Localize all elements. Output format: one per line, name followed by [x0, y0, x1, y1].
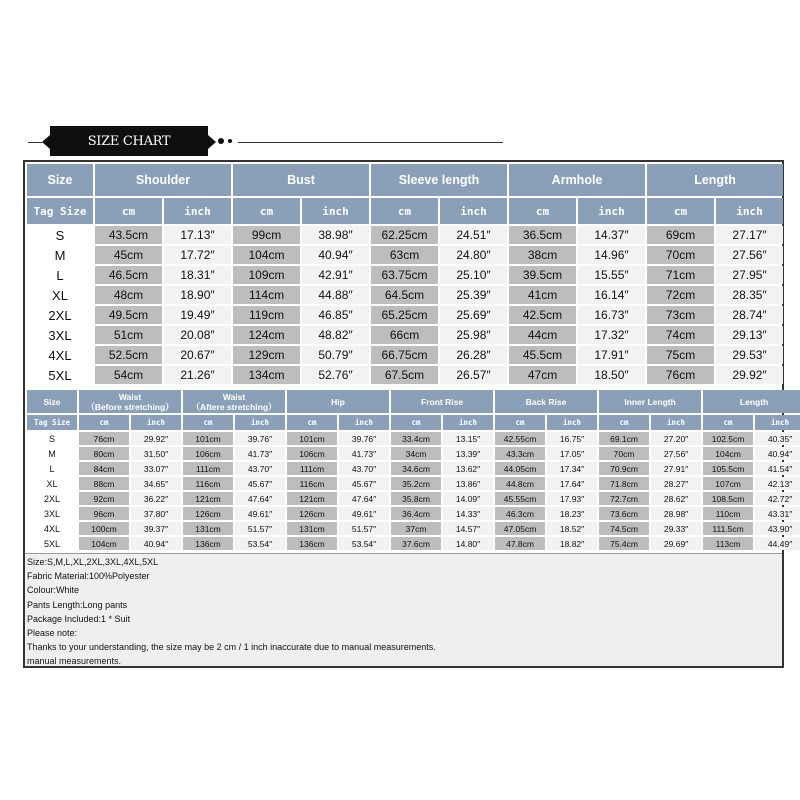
- column-header: [495, 390, 597, 413]
- inch-value-cell: 46.85″: [302, 306, 369, 324]
- cm-value-cell: 104cm: [79, 537, 129, 550]
- cm-value-cell: 129cm: [233, 346, 300, 364]
- inch-value-cell: 27.20″: [651, 432, 701, 445]
- column-header-title: Inner Length: [624, 396, 676, 407]
- column-header-title: Size: [43, 396, 61, 407]
- cm-value-cell: 84cm: [79, 462, 129, 475]
- inch-value-cell: 21.26″: [164, 366, 231, 384]
- size-cell: S: [27, 226, 93, 244]
- cm-value-cell: 74cm: [647, 326, 714, 344]
- size-cell: XL: [27, 286, 93, 304]
- header-row: [27, 390, 800, 413]
- tag-size-label: Tag Size: [27, 198, 93, 224]
- inch-value-cell: 17.32″: [578, 326, 645, 344]
- cm-value-cell: 71.8cm: [599, 477, 649, 490]
- cm-value-cell: 33.4cm: [391, 432, 441, 445]
- unit-inch-label: inch: [131, 415, 181, 430]
- inch-value-cell: 25.69″: [440, 306, 507, 324]
- inch-value-cell: 27.56″: [716, 246, 783, 264]
- cm-value-cell: 101cm: [183, 432, 233, 445]
- inch-value-cell: 17.34″: [547, 462, 597, 475]
- cm-value-cell: 76cm: [647, 366, 714, 384]
- size-cell: 5XL: [27, 537, 77, 550]
- cm-value-cell: 70.9cm: [599, 462, 649, 475]
- cm-value-cell: 75cm: [647, 346, 714, 364]
- unit-inch-label: inch: [443, 415, 493, 430]
- cm-value-cell: 102.5cm: [703, 432, 753, 445]
- header-row: [27, 164, 783, 196]
- cm-value-cell: 47cm: [509, 366, 576, 384]
- table-row: [27, 447, 800, 460]
- note-line: Package Included:1 * Suit: [27, 613, 131, 624]
- inch-value-cell: 51.57″: [235, 522, 285, 535]
- size-cell: 3XL: [27, 507, 77, 520]
- inch-value-cell: 50.79″: [302, 346, 369, 364]
- inch-value-cell: 18.52″: [547, 522, 597, 535]
- cm-value-cell: 46.5cm: [95, 266, 162, 284]
- inch-value-cell: 36.22″: [131, 492, 181, 505]
- cm-value-cell: 104cm: [703, 447, 753, 460]
- cm-value-cell: 70cm: [599, 447, 649, 460]
- inch-value-cell: 42.13″: [755, 477, 800, 490]
- cm-value-cell: 106cm: [183, 447, 233, 460]
- unit-inch-label: inch: [547, 415, 597, 430]
- column-header: [27, 390, 77, 413]
- banner-dot-small-icon: [228, 139, 232, 143]
- bottom-size-table: [25, 388, 800, 552]
- inch-value-cell: 17.05″: [547, 447, 597, 460]
- column-header-title: Back Rise: [525, 396, 567, 407]
- cm-value-cell: 131cm: [287, 522, 337, 535]
- inch-value-cell: 20.67″: [164, 346, 231, 364]
- inch-value-cell: 17.93″: [547, 492, 597, 505]
- product-notes: [25, 553, 782, 666]
- size-cell: L: [27, 462, 77, 475]
- unit-inch-label: inch: [716, 198, 783, 224]
- size-cell: 5XL: [27, 366, 93, 384]
- inch-value-cell: 15.55″: [578, 266, 645, 284]
- cm-value-cell: 38cm: [509, 246, 576, 264]
- banner-title: SIZE CHART: [50, 126, 208, 156]
- unit-cm-label: cm: [233, 198, 300, 224]
- inch-value-cell: 40.35″: [755, 432, 800, 445]
- inch-value-cell: 38.98″: [302, 226, 369, 244]
- cm-value-cell: 126cm: [287, 507, 337, 520]
- note-line: Pants Length:Long pants: [27, 599, 128, 610]
- cm-value-cell: 126cm: [183, 507, 233, 520]
- unit-row: [27, 415, 800, 430]
- table-row: [27, 306, 783, 324]
- inch-value-cell: 16.14″: [578, 286, 645, 304]
- inch-value-cell: 53.54″: [235, 537, 285, 550]
- inch-value-cell: 26.28″: [440, 346, 507, 364]
- cm-value-cell: 44.05cm: [495, 462, 545, 475]
- inch-value-cell: 45.67″: [339, 477, 389, 490]
- cm-value-cell: 67.5cm: [371, 366, 438, 384]
- cm-value-cell: 76cm: [79, 432, 129, 445]
- cm-value-cell: 45.55cm: [495, 492, 545, 505]
- cm-value-cell: 114cm: [233, 286, 300, 304]
- inch-value-cell: 14.09″: [443, 492, 493, 505]
- cm-value-cell: 54cm: [95, 366, 162, 384]
- inch-value-cell: 51.57″: [339, 522, 389, 535]
- unit-row: [27, 198, 783, 224]
- cm-value-cell: 96cm: [79, 507, 129, 520]
- inch-value-cell: 13.15″: [443, 432, 493, 445]
- cm-value-cell: 47.8cm: [495, 537, 545, 550]
- inch-value-cell: 29.92″: [131, 432, 181, 445]
- cm-value-cell: 37cm: [391, 522, 441, 535]
- column-header: [287, 390, 389, 413]
- cm-value-cell: 45cm: [95, 246, 162, 264]
- cm-value-cell: 105.5cm: [703, 462, 753, 475]
- inch-value-cell: 41.73″: [235, 447, 285, 460]
- inch-value-cell: 18.23″: [547, 507, 597, 520]
- inch-value-cell: 24.51″: [440, 226, 507, 244]
- tag-size-label: Tag Size: [27, 415, 77, 430]
- inch-value-cell: 13.39″: [443, 447, 493, 460]
- cm-value-cell: 116cm: [183, 477, 233, 490]
- inch-value-cell: 28.98″: [651, 507, 701, 520]
- column-header-title: Waist: [118, 391, 142, 402]
- table-row: [27, 507, 800, 520]
- cm-value-cell: 42.5cm: [509, 306, 576, 324]
- note-line: Please note:: [27, 628, 78, 639]
- unit-cm-label: cm: [703, 415, 753, 430]
- inch-value-cell: 43.70″: [235, 462, 285, 475]
- cm-value-cell: 116cm: [287, 477, 337, 490]
- cm-value-cell: 43.5cm: [95, 226, 162, 244]
- banner-arrow-right-icon: [208, 135, 216, 149]
- inch-value-cell: 34.65″: [131, 477, 181, 490]
- unit-cm-label: cm: [495, 415, 545, 430]
- unit-cm-label: cm: [183, 415, 233, 430]
- cm-value-cell: 63cm: [371, 246, 438, 264]
- cm-value-cell: 71cm: [647, 266, 714, 284]
- size-cell: L: [27, 266, 93, 284]
- cm-value-cell: 108.5cm: [703, 492, 753, 505]
- size-chart-box: [23, 160, 793, 668]
- unit-cm-label: cm: [391, 415, 441, 430]
- inch-value-cell: 20.08″: [164, 326, 231, 344]
- column-header: [79, 390, 181, 413]
- cm-value-cell: 111.5cm: [703, 522, 753, 535]
- cm-value-cell: 74.5cm: [599, 522, 649, 535]
- cm-value-cell: 39.5cm: [509, 266, 576, 284]
- size-cell: 3XL: [27, 326, 93, 344]
- cm-value-cell: 136cm: [287, 537, 337, 550]
- unit-cm-label: cm: [599, 415, 649, 430]
- table-row: [27, 346, 783, 364]
- cm-value-cell: 92cm: [79, 492, 129, 505]
- inch-value-cell: 25.39″: [440, 286, 507, 304]
- table-row: [27, 432, 800, 445]
- inch-value-cell: 18.90″: [164, 286, 231, 304]
- inch-value-cell: 53.54″: [339, 537, 389, 550]
- unit-inch-label: inch: [755, 415, 800, 430]
- unit-inch-label: inch: [164, 198, 231, 224]
- banner-rule-left: [28, 142, 42, 143]
- cm-value-cell: 80cm: [79, 447, 129, 460]
- cm-value-cell: 111cm: [183, 462, 233, 475]
- inch-value-cell: 47.64″: [235, 492, 285, 505]
- column-header: Sleeve length: [371, 164, 507, 196]
- top-size-table: [25, 162, 785, 386]
- cm-value-cell: 35.2cm: [391, 477, 441, 490]
- unit-cm-label: cm: [287, 415, 337, 430]
- inch-value-cell: 44.49″: [755, 537, 800, 550]
- inch-value-cell: 43.31″: [755, 507, 800, 520]
- cm-value-cell: 104cm: [233, 246, 300, 264]
- table-row: [27, 266, 783, 284]
- column-header: Shoulder: [95, 164, 231, 196]
- inch-value-cell: 45.67″: [235, 477, 285, 490]
- inch-value-cell: 14.33″: [443, 507, 493, 520]
- cm-value-cell: 70cm: [647, 246, 714, 264]
- cm-value-cell: 69.1cm: [599, 432, 649, 445]
- note-line: Thanks to your understanding, the size may be 2 cm / 1 inch inaccurate due to manual measurements.: [27, 642, 436, 653]
- cm-value-cell: 88cm: [79, 477, 129, 490]
- cm-value-cell: 121cm: [287, 492, 337, 505]
- cm-value-cell: 124cm: [233, 326, 300, 344]
- banner-arrow-left-icon: [42, 135, 50, 149]
- unit-inch-label: inch: [302, 198, 369, 224]
- table-row: [27, 522, 800, 535]
- column-header-subtitle: （Before stretching）: [86, 401, 174, 412]
- cm-value-cell: 72cm: [647, 286, 714, 304]
- cm-value-cell: 69cm: [647, 226, 714, 244]
- inch-value-cell: 39.76″: [339, 432, 389, 445]
- column-header-subtitle: （Aftere stretching）: [191, 401, 277, 412]
- inch-value-cell: 25.10″: [440, 266, 507, 284]
- cm-value-cell: 113cm: [703, 537, 753, 550]
- inch-value-cell: 29.92″: [716, 366, 783, 384]
- size-cell: M: [27, 246, 93, 264]
- inch-value-cell: 26.57″: [440, 366, 507, 384]
- unit-cm-label: cm: [509, 198, 576, 224]
- unit-cm-label: cm: [647, 198, 714, 224]
- inch-value-cell: 28.74″: [716, 306, 783, 324]
- inch-value-cell: 31.50″: [131, 447, 181, 460]
- column-header: [391, 390, 493, 413]
- cm-value-cell: 42.55cm: [495, 432, 545, 445]
- inch-value-cell: 13.62″: [443, 462, 493, 475]
- cm-value-cell: 109cm: [233, 266, 300, 284]
- unit-cm-label: cm: [371, 198, 438, 224]
- table-row: [27, 537, 800, 550]
- cm-value-cell: 101cm: [287, 432, 337, 445]
- inch-value-cell: 24.80″: [440, 246, 507, 264]
- inch-value-cell: 28.62″: [651, 492, 701, 505]
- cm-value-cell: 49.5cm: [95, 306, 162, 324]
- column-header: Size: [27, 164, 93, 196]
- size-cell: 4XL: [27, 522, 77, 535]
- cm-value-cell: 66.75cm: [371, 346, 438, 364]
- inch-value-cell: 27.17″: [716, 226, 783, 244]
- unit-cm-label: cm: [95, 198, 162, 224]
- cm-value-cell: 36.4cm: [391, 507, 441, 520]
- inch-value-cell: 17.91″: [578, 346, 645, 364]
- inch-value-cell: 16.75″: [547, 432, 597, 445]
- inch-value-cell: 29.13″: [716, 326, 783, 344]
- cm-value-cell: 44.8cm: [495, 477, 545, 490]
- cm-value-cell: 134cm: [233, 366, 300, 384]
- inch-value-cell: 25.98″: [440, 326, 507, 344]
- unit-inch-label: inch: [235, 415, 285, 430]
- size-cell: 2XL: [27, 306, 93, 324]
- cm-value-cell: 35.8cm: [391, 492, 441, 505]
- cm-value-cell: 46.3cm: [495, 507, 545, 520]
- column-header-title: Hip: [331, 396, 345, 407]
- unit-inch-label: inch: [578, 198, 645, 224]
- inch-value-cell: 17.64″: [547, 477, 597, 490]
- note-line: Fabric Material:100%Polyester: [27, 571, 150, 582]
- cm-value-cell: 62.25cm: [371, 226, 438, 244]
- inch-value-cell: 18.31″: [164, 266, 231, 284]
- banner-rule-right: [238, 142, 503, 143]
- cm-value-cell: 51cm: [95, 326, 162, 344]
- cm-value-cell: 52.5cm: [95, 346, 162, 364]
- inch-value-cell: 39.76″: [235, 432, 285, 445]
- inch-value-cell: 49.61″: [339, 507, 389, 520]
- inch-value-cell: 17.72″: [164, 246, 231, 264]
- cm-value-cell: 72.7cm: [599, 492, 649, 505]
- note-line: Colour:White: [27, 585, 80, 596]
- column-header: Length: [647, 164, 783, 196]
- cm-value-cell: 99cm: [233, 226, 300, 244]
- inch-value-cell: 40.94″: [302, 246, 369, 264]
- inch-value-cell: 27.91″: [651, 462, 701, 475]
- column-header-title: Waist: [222, 391, 246, 402]
- table-row: [27, 286, 783, 304]
- column-header-title: Front Rise: [421, 396, 464, 407]
- size-cell: XL: [27, 477, 77, 490]
- inch-value-cell: 28.27″: [651, 477, 701, 490]
- inch-value-cell: 29.69″: [651, 537, 701, 550]
- banner-dot-icon: [218, 138, 224, 144]
- unit-inch-label: inch: [651, 415, 701, 430]
- cm-value-cell: 111cm: [287, 462, 337, 475]
- cm-value-cell: 44cm: [509, 326, 576, 344]
- inch-value-cell: 37.80″: [131, 507, 181, 520]
- column-header: Armhole: [509, 164, 645, 196]
- column-header: [599, 390, 701, 413]
- size-cell: 2XL: [27, 492, 77, 505]
- table-row: [27, 462, 800, 475]
- cm-value-cell: 100cm: [79, 522, 129, 535]
- cm-value-cell: 110cm: [703, 507, 753, 520]
- table-row: [27, 477, 800, 490]
- cm-value-cell: 136cm: [183, 537, 233, 550]
- inch-value-cell: 43.70″: [339, 462, 389, 475]
- cm-value-cell: 34.6cm: [391, 462, 441, 475]
- inch-value-cell: 39.37″: [131, 522, 181, 535]
- inch-value-cell: 49.61″: [235, 507, 285, 520]
- table-row: [27, 326, 783, 344]
- inch-value-cell: 33.07″: [131, 462, 181, 475]
- column-header: [183, 390, 285, 413]
- column-header-title: Length: [739, 396, 769, 407]
- inch-value-cell: 42.72″: [755, 492, 800, 505]
- size-cell: 4XL: [27, 346, 93, 364]
- inch-value-cell: 40.94″: [755, 447, 800, 460]
- inch-value-cell: 42.91″: [302, 266, 369, 284]
- cm-value-cell: 119cm: [233, 306, 300, 324]
- inch-value-cell: 13.86″: [443, 477, 493, 490]
- inch-value-cell: 16.73″: [578, 306, 645, 324]
- cm-value-cell: 34cm: [391, 447, 441, 460]
- cm-value-cell: 48cm: [95, 286, 162, 304]
- column-header: Bust: [233, 164, 369, 196]
- table-row: [27, 246, 783, 264]
- inch-value-cell: 27.56″: [651, 447, 701, 460]
- table-row: [27, 226, 783, 244]
- unit-inch-label: inch: [339, 415, 389, 430]
- inch-value-cell: 40.94″: [131, 537, 181, 550]
- inch-value-cell: 28.35″: [716, 286, 783, 304]
- inch-value-cell: 14.96″: [578, 246, 645, 264]
- cm-value-cell: 63.75cm: [371, 266, 438, 284]
- inch-value-cell: 47.64″: [339, 492, 389, 505]
- cm-value-cell: 37.6cm: [391, 537, 441, 550]
- cm-value-cell: 43.3cm: [495, 447, 545, 460]
- inch-value-cell: 41.54″: [755, 462, 800, 475]
- inch-value-cell: 18.50″: [578, 366, 645, 384]
- cm-value-cell: 36.5cm: [509, 226, 576, 244]
- inch-value-cell: 43.90″: [755, 522, 800, 535]
- inch-value-cell: 27.95″: [716, 266, 783, 284]
- cm-value-cell: 41cm: [509, 286, 576, 304]
- cm-value-cell: 73.6cm: [599, 507, 649, 520]
- unit-cm-label: cm: [79, 415, 129, 430]
- inch-value-cell: 44.88″: [302, 286, 369, 304]
- size-cell: S: [27, 432, 77, 445]
- cm-value-cell: 66cm: [371, 326, 438, 344]
- inch-value-cell: 48.82″: [302, 326, 369, 344]
- inch-value-cell: 14.37″: [578, 226, 645, 244]
- table-row: [27, 492, 800, 505]
- inch-value-cell: 14.80″: [443, 537, 493, 550]
- cm-value-cell: 47.05cm: [495, 522, 545, 535]
- cm-value-cell: 107cm: [703, 477, 753, 490]
- size-chart-banner: [28, 120, 498, 160]
- cm-value-cell: 73cm: [647, 306, 714, 324]
- inch-value-cell: 52.76″: [302, 366, 369, 384]
- note-line: Size:S,M,L,XL,2XL,3XL,4XL,5XL: [27, 557, 159, 567]
- size-cell: M: [27, 447, 77, 460]
- table-row: [27, 366, 783, 384]
- cm-value-cell: 121cm: [183, 492, 233, 505]
- cm-value-cell: 64.5cm: [371, 286, 438, 304]
- inch-value-cell: 14.57″: [443, 522, 493, 535]
- inch-value-cell: 29.53″: [716, 346, 783, 364]
- cm-value-cell: 131cm: [183, 522, 233, 535]
- cm-value-cell: 65.25cm: [371, 306, 438, 324]
- cm-value-cell: 45.5cm: [509, 346, 576, 364]
- inch-value-cell: 41.73″: [339, 447, 389, 460]
- cm-value-cell: 75.4cm: [599, 537, 649, 550]
- cm-value-cell: 106cm: [287, 447, 337, 460]
- inch-value-cell: 17.13″: [164, 226, 231, 244]
- column-header: [703, 390, 800, 413]
- unit-inch-label: inch: [440, 198, 507, 224]
- note-line: manual measurements.: [27, 656, 122, 667]
- inch-value-cell: 29.33″: [651, 522, 701, 535]
- inch-value-cell: 18.82″: [547, 537, 597, 550]
- inch-value-cell: 19.49″: [164, 306, 231, 324]
